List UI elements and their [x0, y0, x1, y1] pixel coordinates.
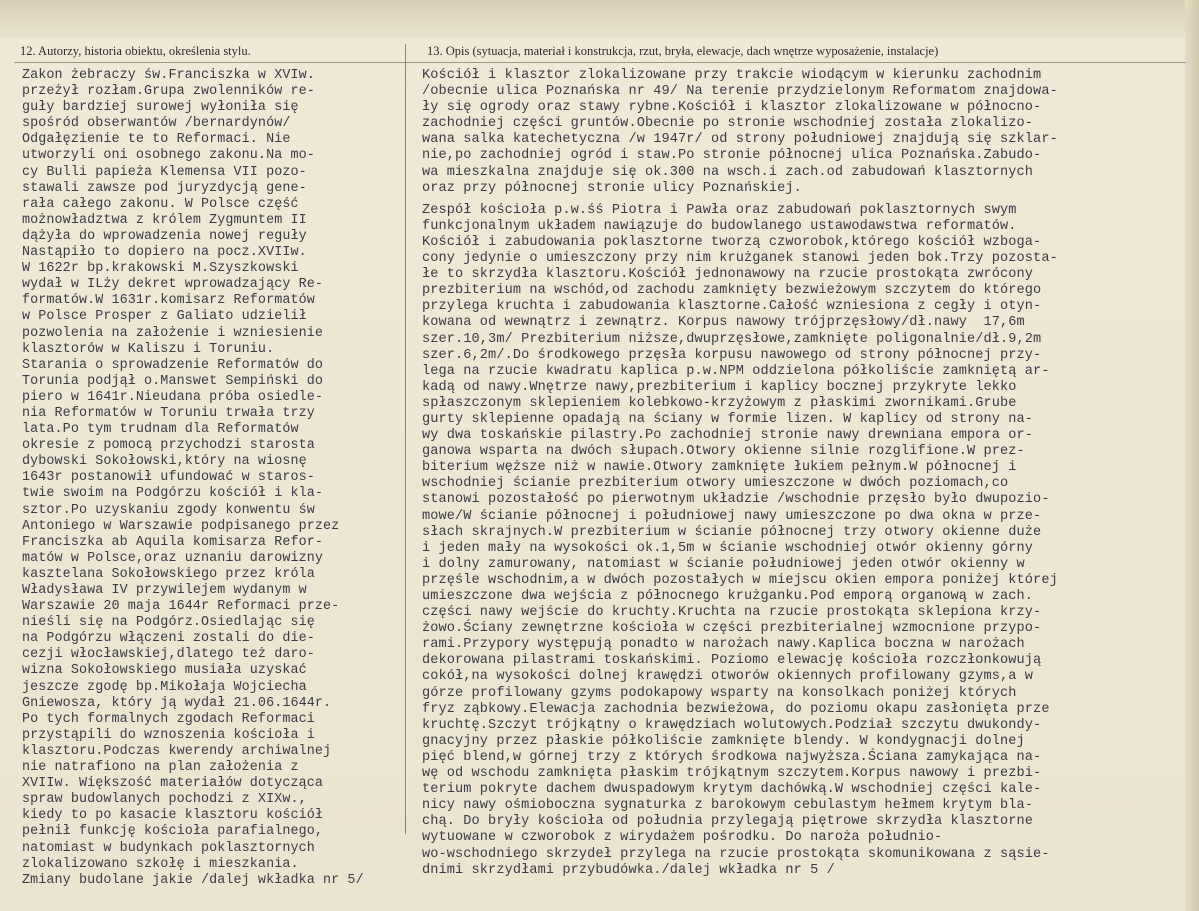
heading-rule — [14, 62, 1186, 63]
text-line: możnowładztwa z królem Zygmuntem II — [22, 212, 307, 228]
description-paragraph-building — [422, 203, 1058, 879]
text-line: pozwolenia na założenie i wzniesienie — [22, 325, 324, 341]
section-12-heading: 12. Autorzy, historia obiektu, określenia stylu. — [20, 44, 251, 58]
text-line: cony jedynie o umieszczony przy nim krużganek stanowi jeden bok.Trzy pozosta- — [422, 251, 1058, 267]
text-line: kiedy to po kasacie klasztoru kościół — [22, 808, 324, 824]
text-line: Nastąpiło to dopiero na pocz.XVIIw. — [22, 245, 307, 261]
text-line: stanowi pozostałość po pierwotnym układzie /wschodnie przęsło było dwupozio- — [422, 492, 1050, 508]
text-line: rami.Przypory występują ponadto w narożach nawy.Kaplica boczna w narożach — [422, 637, 1025, 653]
text-line: spośród obserwantów /bernardynów/ — [22, 116, 291, 132]
text-line: Odgałęzienie te to Reformaci. Nie — [22, 132, 291, 148]
text-line: fryz ząbkowy.Elewacja zachodnia bezwieżowa, do poziomu okapu zasłonięta prze — [422, 701, 1050, 717]
text-line: przystąpili do wznoszenia kościoła i — [22, 727, 315, 743]
text-line: cokół,na wysokości dolnej krawędzi otworów okiennych profilowany gzyms,a w — [422, 669, 1034, 685]
text-line: kruchtę.Szczyt trójkątny o krawędziach wolutowych.Podział szczytu dwukondy- — [422, 717, 1042, 733]
text-line: klasztorów w Kaliszu i Toruniu. — [22, 341, 275, 357]
text-line: spłaszczonym sklepieniem kolebkowo-krzyżowym z płaskimi zwornikami.Grube — [422, 395, 1017, 411]
text-line: nieśli się na Podgórz.Osiedlając się — [22, 615, 315, 631]
text-line: zlokalizowano szkołę i mieszkania. — [22, 856, 299, 872]
text-line: Zmiany budolane jakie /dalej wkładka nr 5/ — [22, 872, 364, 888]
text-line: i dolny zamurowany, natomiast w ścianie południowej jeden otwór okienny w — [422, 556, 1025, 572]
text-line: Kościół i zabudowania poklasztorne tworzą czworobok,którego kościół wzboga- — [422, 234, 1042, 250]
text-line: Franciszka ab Aquila komisarza Refor- — [22, 534, 324, 550]
text-line: i jeden mały na wysokości ok.1,5m w ścianie wschodniej otwór okienny górny — [422, 540, 1034, 556]
text-line: biterium węższe niż w nawie.Otwory zamknięte łukiem pełnym.W północnej i — [422, 460, 1017, 476]
text-line: dnimi skrzydłami przybudówka./dalej wkładka nr 5 / — [422, 862, 835, 878]
text-line: natomiast w budynkach poklasztornych — [22, 840, 315, 856]
text-line: Warszawie 20 maja 1644r Reformaci prze- — [22, 599, 340, 615]
text-line: pełnił funkcję kościoła parafialnego, — [22, 824, 324, 840]
text-line: szer.6,2m/.Do środkowego przęsła korpusu nawowego od strony północnej przy- — [422, 347, 1042, 363]
text-line: kowana od wewnątrz i zewnątrz. Korpus nawowy trójprzęsłowy/dł.nawy 17,6m — [422, 315, 1025, 331]
text-line: wizna Sokołowskiego musiała uzyskać — [22, 663, 307, 679]
text-line: górze profilowany gzyms podokapowy wsparty na konsolkach poniżej których — [422, 685, 1017, 701]
text-line: piero w 1641r.Nieudana próba osiedle- — [22, 389, 324, 405]
text-line: wschodniej ścianie prezbiterium otwory umieszczone w dwóch poziomach,co — [422, 476, 1009, 492]
text-line: zachodniej części gruntów.Obecnie po stronie wschodniej została zlokalizo- — [422, 116, 1034, 132]
text-line: klasztoru.Podczas kwerendy archiwalnej — [22, 743, 332, 759]
text-line: Zakon żebraczy św.Franciszka w XVIw. — [22, 68, 315, 83]
text-line: żowo.Ściany zewnętrzne kościoła w części prezbiterialnej wzmocnione przypo- — [422, 621, 1042, 637]
text-line: wę od wschodu zamknięta płaskim trójkątnym szczytem.Korpus nawowy i prezbi- — [422, 766, 1042, 782]
text-line: ganowa wsparta na dwóch słupach.Otwory okienne silnie rozglifione.W prez- — [422, 444, 1025, 460]
text-line: wana salka katechetyczna /w 1947r/ od strony południowej znajdują się szklar- — [422, 132, 1058, 148]
text-line: kasztelana Sokołowskiego przez króla — [22, 566, 315, 582]
text-line: oraz przy północnej stronie ulicy Poznańskiej. — [422, 180, 802, 196]
text-line: sztor.Po uzyskaniu zgody konwentu św — [22, 502, 315, 518]
text-line: nia Reformatów w Toruniu trwała trzy — [22, 405, 315, 421]
column-divider — [405, 44, 406, 834]
text-line: rała całego zakonu. W Polsce część — [22, 196, 299, 212]
text-line: XVIIw. Większość materiałów dotycząca — [22, 776, 324, 792]
text-line: umieszczone dwa wejścia z północnego krużganku.Pod emporą organową w zach. — [422, 589, 1034, 604]
text-line: Po tych formalnych zgodach Reformaci — [22, 711, 315, 727]
text-line: terium pokryte dachem dwuspadowym krytym dachówką.W wschodniej części kale- — [422, 782, 1042, 798]
text-line: dybowski Sokołowski,który na wiosnę — [22, 454, 307, 470]
text-line: stawali zawsze pod juryzdycją gene- — [22, 180, 307, 196]
page-top-edge — [0, 0, 1199, 38]
text-line: lega na rzucie kwadratu kaplica p.w.NPM oddzielona półkoliście zamkniętą ar- — [422, 363, 1050, 379]
text-line: nie,po zachodniej ogród i staw.Po stronie północnej ulica Poznańska.Zabudo- — [422, 148, 1042, 164]
text-line: na Podgórzu włączeni zostali do die- — [22, 631, 315, 647]
text-line: wa mieszkalna znajduje się ok.300 na wsch.i zach.od zabudowań klasztornych — [422, 164, 1034, 180]
description-paragraph-location — [422, 68, 1058, 197]
text-line: utworzyli oni osobnego zakonu.Na mo- — [22, 148, 315, 164]
text-line: okresie z pomocą przychodzi starosta — [22, 438, 315, 454]
text-line: twie swoim na Podgórzu kościół i kla- — [22, 486, 324, 502]
text-line: chą. Do bryły kościoła od południa przylegają piętrowe skrzydła klasztorne — [422, 814, 1034, 830]
text-line: kadą od nawy.Wnętrze nawy,prezbiterium i kaplicy bocznej przykryte lekko — [422, 379, 1017, 395]
text-line: funkcjonalnym układem nawiązuje do budowlanego ustawodawstwa reformatów. — [422, 218, 1017, 234]
text-line: pięć blend,w górnej trzy z których środkowa najwyższa.Ściana zamykająca na- — [422, 749, 1042, 765]
text-line: wo-wschodniego skrzydeł przylega na rzucie prostokąta skomunikowana z sąsie- — [422, 846, 1050, 862]
text-line: jeszcze zgodę bp.Mikołaja Wojciecha — [22, 679, 307, 695]
text-line: Antoniego w Warszawie podpisanego przez — [22, 518, 340, 534]
text-line: przylega kruchta i zabudowania klasztorne.Całość wzniesiona z cegły i otyn- — [422, 299, 1042, 315]
text-line: Gniewosza, który ją wydał 21.06.1644r. — [22, 695, 332, 711]
text-line: /obecnie ulica Poznańska nr 49/ Na terenie przydzielonym Reformatom znajdowa- — [422, 84, 1058, 100]
history-text-column — [22, 68, 364, 889]
text-line: ły się ogrody oraz stawy rybne.Kościół i klasztor zlokalizowane w północno- — [422, 100, 1042, 116]
text-line: cezji włocławskiej,dlatego też daro- — [22, 647, 315, 663]
text-line: nie natrafiono na plan założenia z — [22, 760, 299, 776]
text-line: spraw budowlanych pochodzi z XIXw., — [22, 792, 307, 808]
text-line: gurty sklepienne opadają na ściany w formie lizen. W kaplicy od strony na- — [422, 411, 1034, 427]
text-line: Zespół kościoła p.w.śś Piotra i Pawła oraz zabudowań poklasztornych swym — [422, 202, 1017, 218]
text-line: części nawy wejście do kruchty.Kruchta na rzucie prostokąta sklepiona krzy- — [422, 605, 1042, 621]
text-line: wytuowane w czworobok z wirydażem pośrodku. Do naroża południo- — [422, 830, 943, 846]
text-line: Władysława IV przywilejem wydanym w — [22, 583, 307, 598]
text-line: wydał w ILży dekret wprowadzający Re- — [22, 277, 324, 293]
text-line: formatów.W 1631r.komisarz Reformatów — [22, 293, 315, 309]
text-line: szer.10,3m/ Prezbiterium niższe,dwuprzęsłowe,zamknięte poligonalnie/dł.9,2m — [422, 331, 1042, 347]
text-line: Torunia podjął o.Manswet Sempiński do — [22, 373, 324, 389]
text-line: wy dwa toskańskie pilastry.Po zachodniej stronie nawy drewniana empora or- — [422, 428, 1034, 444]
text-line: gnacyjny przez płaskie półkoliście zamknięte blendy. W kondygnacji dolnej — [422, 733, 1025, 749]
text-line: 1643r postanowił ufundować w staros- — [22, 470, 315, 486]
text-line: dekorowana pilastrami toskańskimi. Poziomo elewację kościoła rozczłonkowują — [422, 653, 1042, 669]
text-line: w Polsce Prosper z Galiato udzielił — [22, 309, 307, 325]
page-right-edge — [1185, 0, 1199, 911]
text-line: słach skrajnych.W prezbiterium w ścianie północnej trzy otwory okienne duże — [422, 524, 1042, 540]
text-line: nicy nawy ośmioboczna sygnaturka z barokowym cebulastym hełmem krytym bla- — [422, 798, 1034, 814]
text-line: matów w Polsce,oraz uznaniu darowizny — [22, 550, 324, 566]
text-line: Kościół i klasztor zlokalizowane przy trakcie wiodącym w kierunku zachodnim — [422, 68, 1042, 83]
text-line: prezbiterium na wschód,od zachodu zamknięty bezwieżowym szczytem do którego — [422, 283, 1042, 299]
section-13-heading: 13. Opis (sytuacja, materiał i konstrukcja, rzut, bryła, elewacje, dach wnętrze wyposażenie, instalacje) — [427, 44, 939, 58]
text-line: dążyła do wprowadzenia nowej reguły — [22, 228, 307, 244]
text-line: łe to skrzydła klasztoru.Kościół jednonawowy na rzucie prostokąta zwrócony — [422, 267, 1034, 283]
text-line: przęśle wschodnim,a w dwóch pozostałych w miejscu okien empora poniżej której — [422, 572, 1058, 588]
text-line: mowe/W ścianie północnej i południowej nawy umieszczone po dwa okna w prze- — [422, 508, 1042, 524]
text-line: Starania o sprowadzenie Reformatów do — [22, 357, 324, 373]
text-line: guły bardziej surowej wyłoniła się — [22, 100, 299, 116]
text-line: przeżył rozłam.Grupa zwolenników re- — [22, 84, 315, 100]
text-line: W 1622r bp.krakowski M.Szyszkowski — [22, 261, 299, 277]
description-text-column — [422, 68, 1058, 879]
text-line: lata.Po tym trudnam dla Reformatów — [22, 422, 299, 438]
text-line: cy Bulli papieża Klemensa VII pozo- — [22, 164, 307, 180]
